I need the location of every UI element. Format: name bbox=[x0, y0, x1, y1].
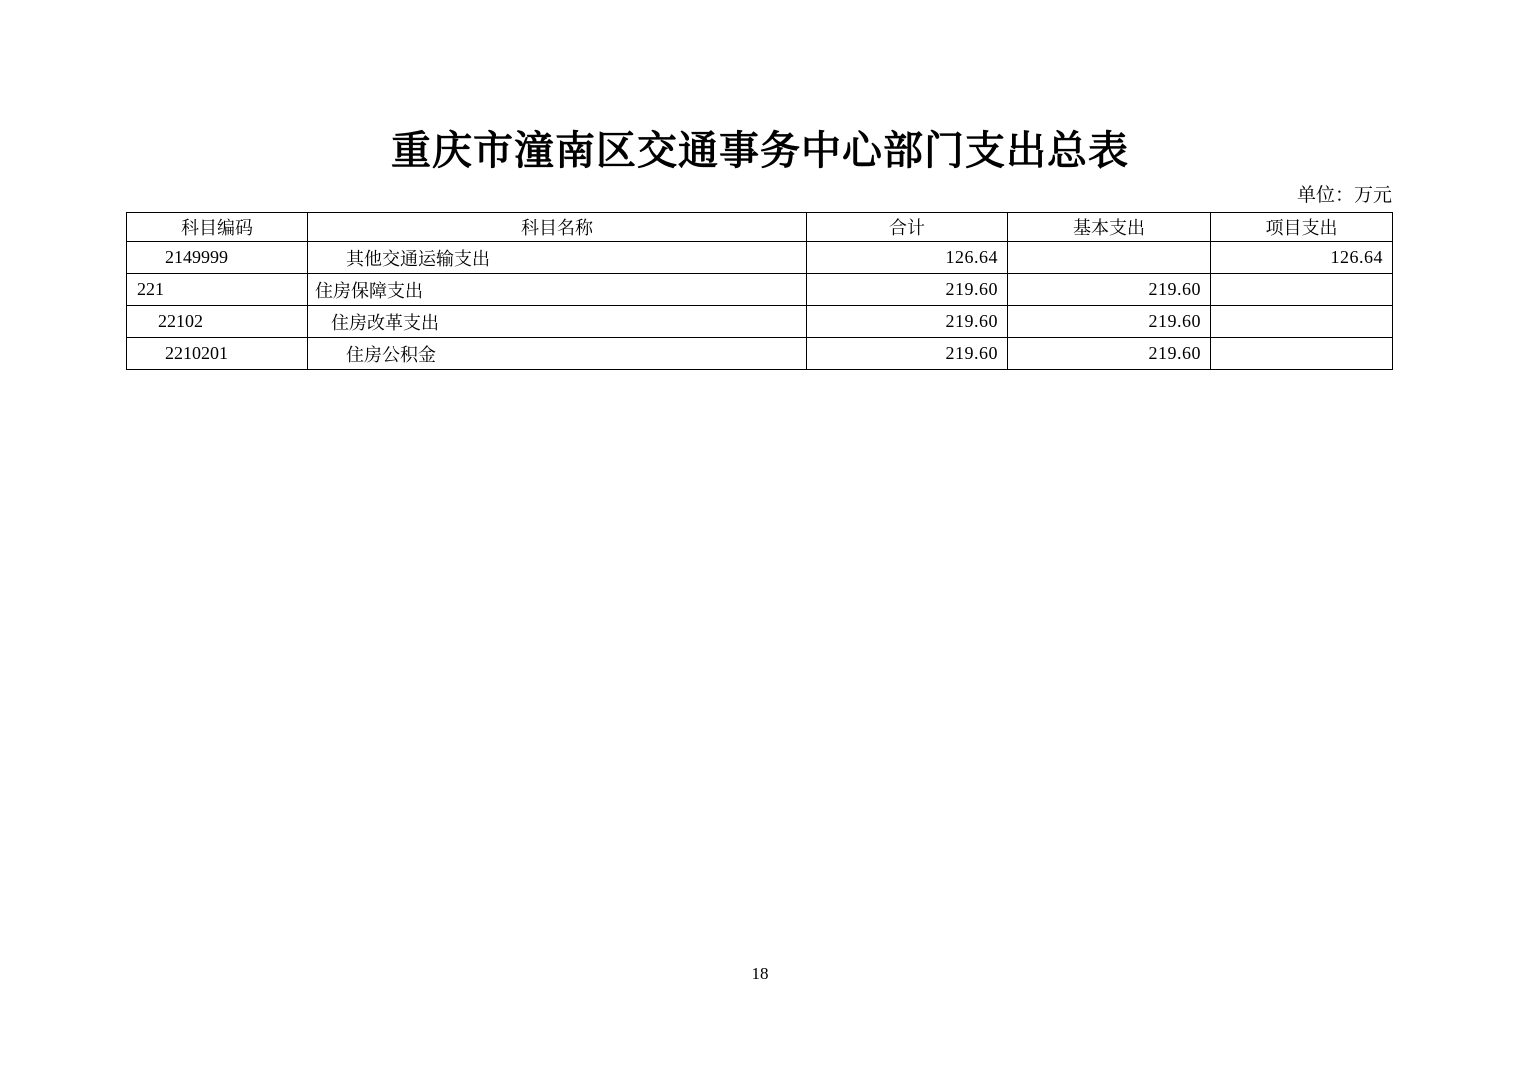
cell-subject-code: 2210201 bbox=[127, 338, 308, 370]
cell-project-expenditure bbox=[1211, 306, 1393, 338]
cell-total: 219.60 bbox=[807, 306, 1008, 338]
cell-subject-name: 住房保障支出 bbox=[308, 274, 807, 306]
cell-project-expenditure: 126.64 bbox=[1211, 242, 1393, 274]
cell-total: 219.60 bbox=[807, 274, 1008, 306]
col-header-project-expenditure: 项目支出 bbox=[1211, 213, 1393, 242]
cell-basic-expenditure: 219.60 bbox=[1008, 306, 1211, 338]
table-row bbox=[127, 274, 1393, 306]
table-row bbox=[127, 242, 1393, 274]
cell-subject-name: 住房公积金 bbox=[308, 338, 807, 370]
cell-project-expenditure bbox=[1211, 338, 1393, 370]
table-row bbox=[127, 338, 1393, 370]
cell-basic-expenditure bbox=[1008, 242, 1211, 274]
table-row bbox=[127, 306, 1393, 338]
cell-basic-expenditure: 219.60 bbox=[1008, 338, 1211, 370]
table-header-row bbox=[127, 213, 1393, 242]
cell-subject-name: 其他交通运输支出 bbox=[308, 242, 807, 274]
unit-label: 单位：万元 bbox=[1296, 185, 1392, 206]
cell-subject-code: 2149999 bbox=[127, 242, 308, 274]
cell-basic-expenditure: 219.60 bbox=[1008, 274, 1211, 306]
col-header-subject-name: 科目名称 bbox=[308, 213, 807, 242]
col-header-total: 合计 bbox=[807, 213, 1008, 242]
cell-subject-code: 22102 bbox=[127, 306, 308, 338]
col-header-basic-expenditure: 基本支出 bbox=[1008, 213, 1211, 242]
page-title: 重庆市潼南区交通事务中心部门支出总表 bbox=[391, 128, 1129, 173]
cell-project-expenditure bbox=[1211, 274, 1393, 306]
expenditure-summary-table bbox=[126, 212, 1393, 370]
cell-subject-name: 住房改革支出 bbox=[308, 306, 807, 338]
cell-total: 126.64 bbox=[807, 242, 1008, 274]
col-header-subject-code: 科目编码 bbox=[127, 213, 308, 242]
cell-total: 219.60 bbox=[807, 338, 1008, 370]
cell-subject-code: 221 bbox=[127, 274, 308, 306]
page-number: 18 bbox=[751, 964, 769, 983]
